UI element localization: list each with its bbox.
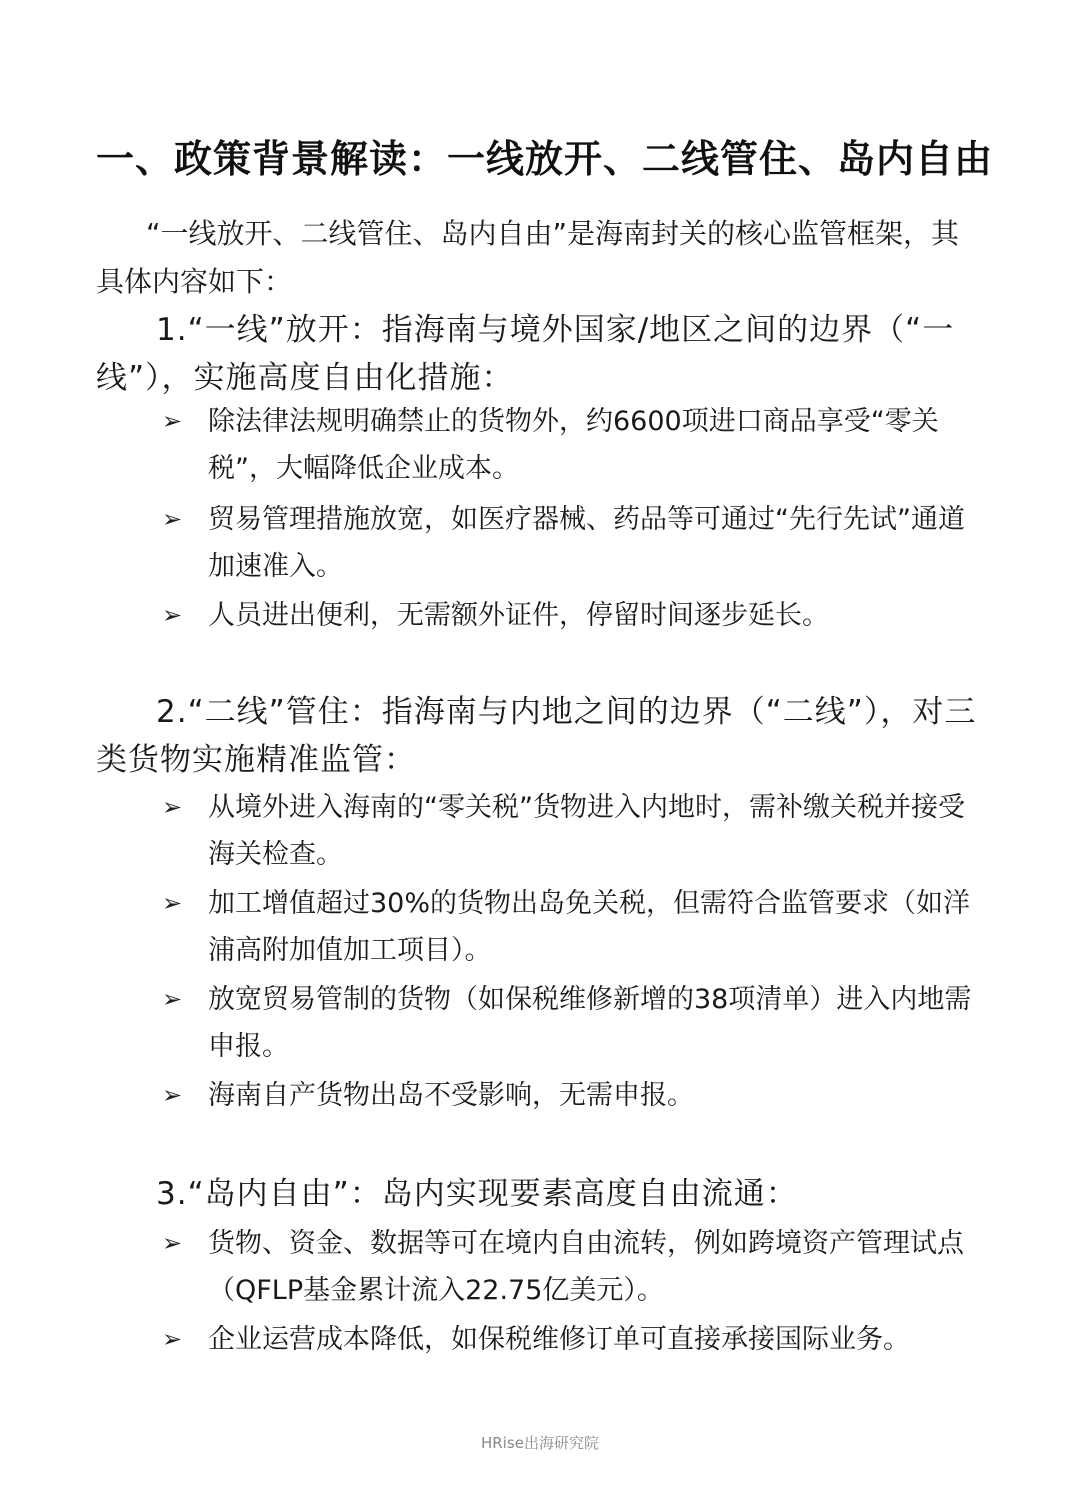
arrow-bullet-icon: ➢ xyxy=(162,793,183,821)
list-item-text: 贸易管理措施放宽，如医疗器械、药品等可通过“先行先试”通道加速准入。 xyxy=(208,504,965,582)
list-item xyxy=(162,398,982,492)
list-item-text: 放宽贸易管制的货物（如保税维修新增的38项清单）进入内地需申报。 xyxy=(208,984,972,1062)
list-item-text: 海南自产货物出岛不受影响，无需申报。 xyxy=(208,1080,694,1111)
list-item xyxy=(162,976,982,1070)
arrow-bullet-icon: ➢ xyxy=(162,1325,183,1353)
arrow-bullet-icon: ➢ xyxy=(162,1081,183,1109)
section-2-title: 2.“二线”管住：指海南与内地之间的边界（“二线”），对三类货物实施精准监管： xyxy=(96,694,977,778)
list-item-text: 从境外进入海南的“零关税”货物进入内地时，需补缴关税并接受海关检查。 xyxy=(208,792,965,870)
arrow-bullet-icon: ➢ xyxy=(162,985,183,1013)
list-item-text: 人员进出便利，无需额外证件，停留时间逐步延长。 xyxy=(208,600,829,631)
arrow-bullet-icon: ➢ xyxy=(162,1229,183,1257)
list-item xyxy=(162,880,982,974)
intro-paragraph: “一线放开、二线管住、岛内自由”是海南封关的核心监管框架，其具体内容如下： xyxy=(96,217,960,298)
arrow-bullet-icon: ➢ xyxy=(162,601,183,629)
list-item-text: 加工增值超过30%的货物出岛免关税，但需符合监管要求（如洋浦高附加值加工项目）。 xyxy=(208,888,971,966)
page-title: 一、政策背景解读：一线放开、二线管住、岛内自由 xyxy=(96,137,994,181)
list-item xyxy=(162,1072,982,1119)
arrow-bullet-icon: ➢ xyxy=(162,505,183,533)
arrow-bullet-icon: ➢ xyxy=(162,407,183,435)
list-item xyxy=(162,1220,982,1314)
list-item xyxy=(162,1316,982,1363)
section-3-title: 3.“岛内自由”：岛内实现要素高度自由流通： xyxy=(156,1176,798,1212)
list-item xyxy=(162,592,982,639)
list-item-text: 除法律法规明确禁止的货物外，约6600项进口商品享受“零关税”，大幅降低企业成本。 xyxy=(208,406,939,484)
list-item xyxy=(162,496,982,590)
footer-watermark: HRise出海研究院 xyxy=(481,1434,599,1452)
arrow-bullet-icon: ➢ xyxy=(162,889,183,917)
section-1-title: 1.“一线”放开：指海南与境外国家/地区之间的边界（“一线”），实施高度自由化措施： xyxy=(96,312,955,396)
list-item-text: 企业运营成本降低，如保税维修订单可直接承接国际业务。 xyxy=(208,1324,910,1355)
list-item xyxy=(162,784,982,878)
list-item-text: 货物、资金、数据等可在境内自由流转，例如跨境资产管理试点（QFLP基金累计流入22.75亿美元）。 xyxy=(208,1228,964,1306)
